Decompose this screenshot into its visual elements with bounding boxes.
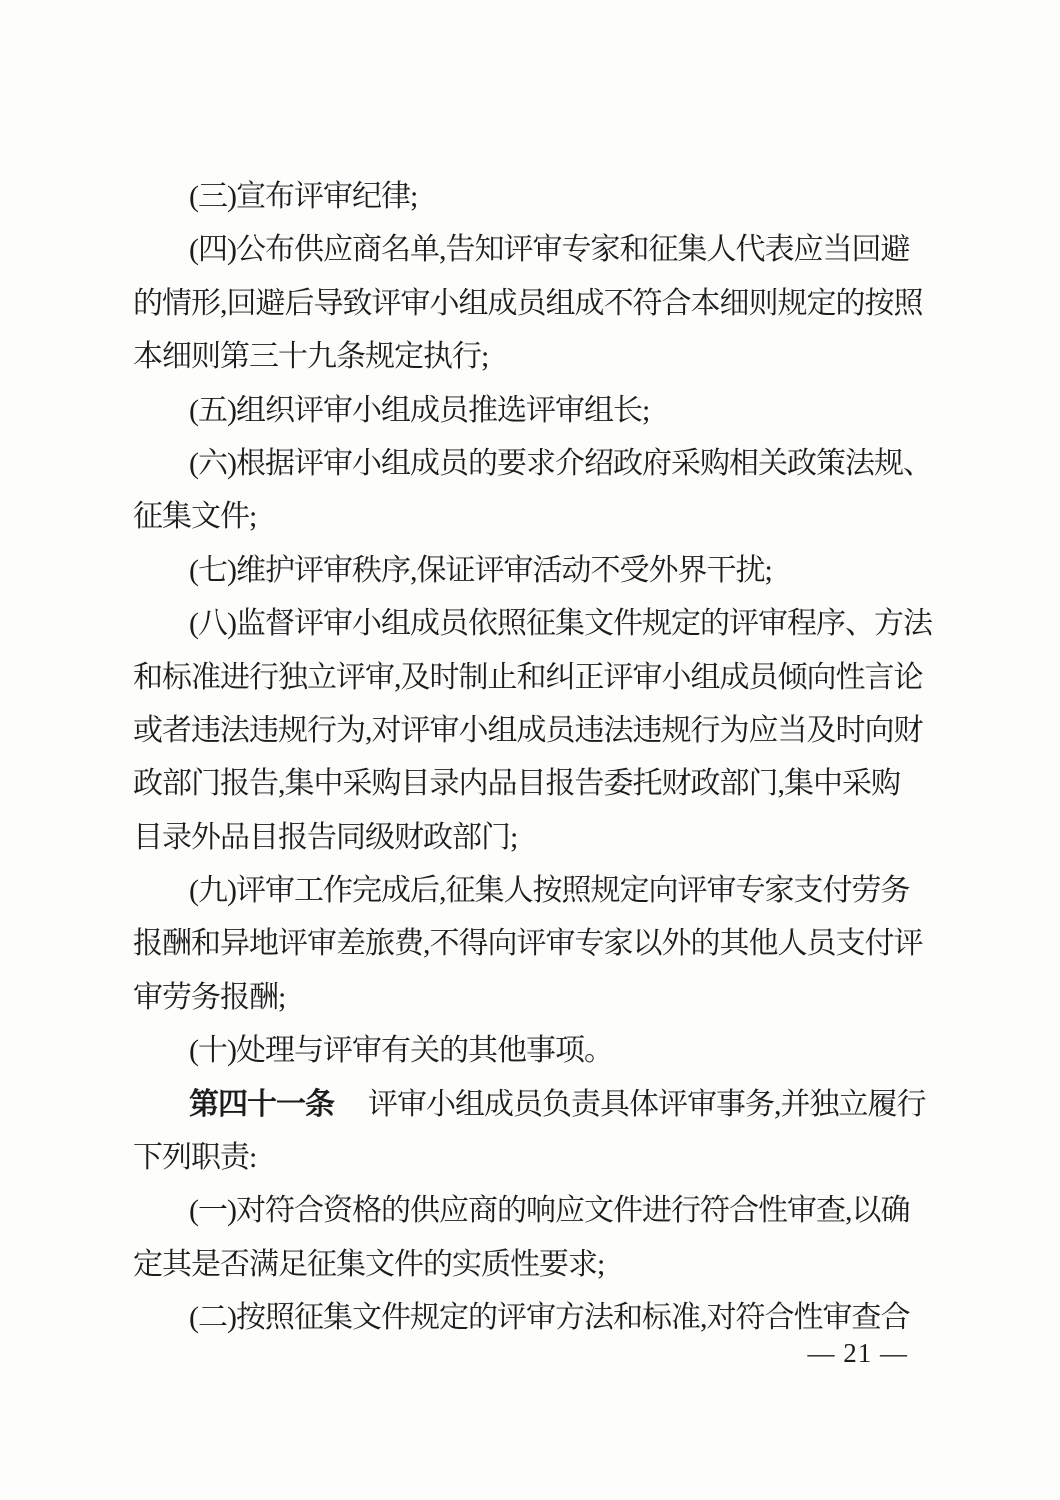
text-line <box>133 1024 933 1077</box>
text-line <box>133 917 933 970</box>
line-text: 报酬和异地评审差旅费,不得向评审专家以外的其他人员支付评 <box>133 927 923 961</box>
line-text: 征集文件; <box>133 500 257 534</box>
line-text: (一)对符合资格的供应商的响应文件进行符合性审查,以确 <box>189 1194 910 1228</box>
text-line <box>133 277 933 330</box>
text-line <box>133 1131 933 1184</box>
text-line <box>133 544 933 597</box>
line-text: 或者违法违规行为,对评审小组成员违法违规行为应当及时向财 <box>133 713 923 747</box>
text-line <box>133 757 933 810</box>
text-line <box>133 384 933 437</box>
line-text: 的情形,回避后导致评审小组成员组成不符合本细则规定的按照 <box>133 286 923 320</box>
text-line <box>133 490 933 543</box>
line-text: (六)根据评审小组成员的要求介绍政府采购相关政策法规、 <box>189 446 932 480</box>
line-text: (五)组织评审小组成员推选评审组长; <box>189 393 650 427</box>
text-line <box>133 597 933 650</box>
line-text: (九)评审工作完成后,征集人按照规定向评审专家支付劳务 <box>189 874 910 908</box>
line-text: (三)宣布评审纪律; <box>189 180 418 213</box>
line-text: 审劳务报酬; <box>133 980 286 1014</box>
text-line <box>133 223 933 276</box>
line-text: 和标准进行独立评审,及时制止和纠正评审小组成员倾向性言论 <box>133 660 923 694</box>
text-line <box>133 811 933 864</box>
line-text: 定其是否满足征集文件的实质性要求; <box>133 1247 605 1281</box>
document-text-block <box>133 170 933 1345</box>
text-line <box>133 1291 933 1344</box>
text-line <box>133 1078 933 1131</box>
line-text: 本细则第三十九条规定执行; <box>133 340 489 374</box>
page-number: — 21 — <box>807 1338 908 1368</box>
text-line <box>133 1238 933 1291</box>
line-text: (十)处理与评审有关的其他事项。 <box>189 1034 613 1068</box>
text-line <box>133 330 933 383</box>
text-line <box>133 170 933 223</box>
text-line <box>133 864 933 917</box>
line-text: (二)按照征集文件规定的评审方法和标准,对符合性审查合 <box>189 1301 910 1335</box>
text-line <box>133 971 933 1024</box>
line-text: 政部门报告,集中采购目录内品目报告委托财政部门,集中采购 <box>133 767 900 801</box>
line-text: 评审小组成员负责具体评审事务,并独立履行 <box>368 1087 926 1121</box>
text-line <box>133 704 933 757</box>
text-line <box>133 651 933 704</box>
line-text: 目录外品目报告同级财政部门; <box>133 820 518 854</box>
line-text: (四)公布供应商名单,告知评审专家和征集人代表应当回避 <box>189 233 910 267</box>
line-text: 下列职责: <box>133 1141 257 1175</box>
article-number: 第四十一条 <box>189 1087 334 1121</box>
text-line <box>133 1184 933 1237</box>
line-text: (八)监督评审小组成员依照征集文件规定的评审程序、方法 <box>189 607 932 641</box>
text-line <box>133 437 933 490</box>
line-text: (七)维护评审秩序,保证评审活动不受外界干扰; <box>189 553 772 587</box>
